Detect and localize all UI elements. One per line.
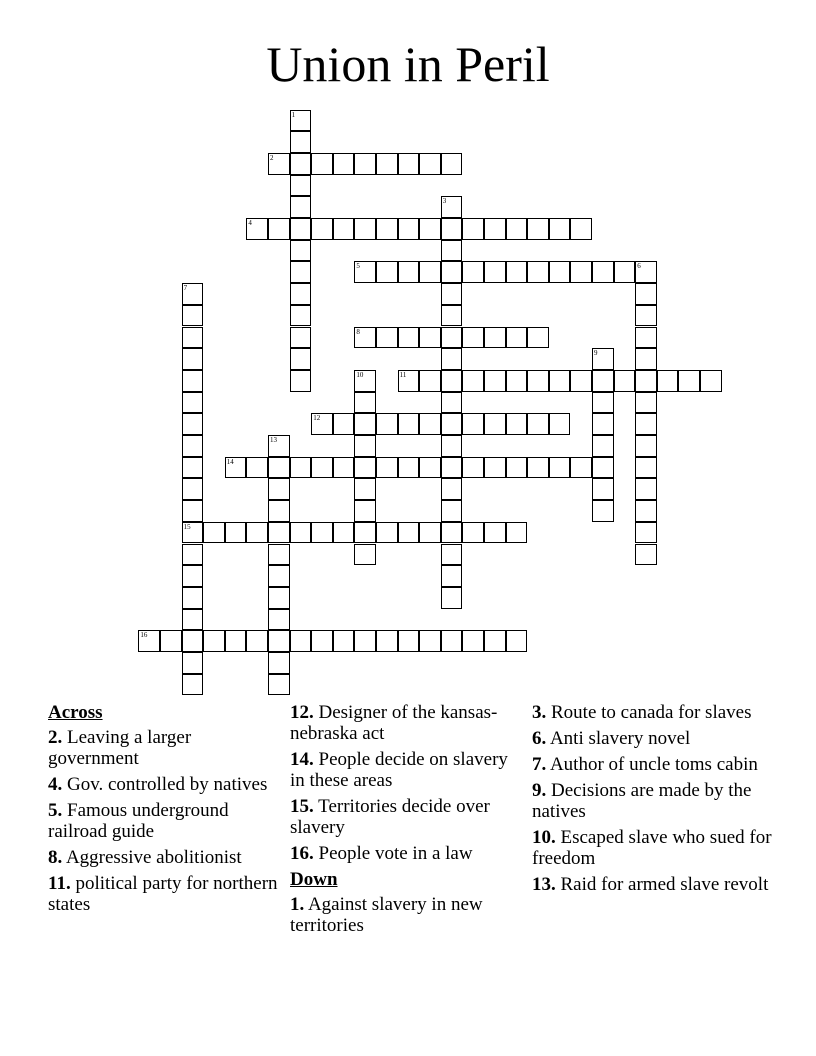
grid-cell[interactable] (290, 261, 312, 283)
clue-column-2 (290, 702, 520, 941)
grid-cell[interactable] (484, 630, 506, 652)
grid-cell[interactable] (354, 435, 376, 457)
grid-cell[interactable] (592, 500, 614, 522)
grid-cell[interactable] (268, 565, 290, 587)
cell-number: 2 (270, 153, 274, 162)
grid-cell[interactable] (182, 587, 204, 609)
grid-cell[interactable] (441, 522, 463, 544)
grid-cell[interactable] (570, 218, 592, 240)
grid-cell[interactable] (441, 565, 463, 587)
grid-cell[interactable] (268, 435, 290, 457)
grid-cell[interactable] (527, 413, 549, 435)
grid-cell[interactable] (246, 522, 268, 544)
grid-cell[interactable] (354, 478, 376, 500)
grid-cell[interactable] (225, 630, 247, 652)
grid-cell[interactable] (333, 457, 355, 479)
grid-cell[interactable] (678, 370, 700, 392)
grid-cell[interactable] (290, 370, 312, 392)
grid-cell[interactable] (182, 609, 204, 631)
grid-cell[interactable] (182, 370, 204, 392)
grid-cell[interactable] (506, 370, 528, 392)
grid-cell[interactable] (290, 153, 312, 175)
grid-cell[interactable] (268, 457, 290, 479)
grid-cell[interactable] (462, 457, 484, 479)
grid-cell[interactable] (311, 630, 333, 652)
grid-cell[interactable] (462, 370, 484, 392)
grid-cell[interactable] (506, 522, 528, 544)
clue-across-16: 16. People vote in a law (290, 843, 473, 864)
grid-cell[interactable] (592, 435, 614, 457)
grid-cell[interactable] (635, 392, 657, 414)
grid-cell[interactable] (376, 261, 398, 283)
grid-cell[interactable] (614, 261, 636, 283)
grid-cell[interactable] (419, 457, 441, 479)
grid-cell[interactable] (333, 522, 355, 544)
cell-number: 6 (637, 262, 641, 271)
grid-cell[interactable] (635, 370, 657, 392)
grid-cell[interactable] (484, 522, 506, 544)
grid-cell[interactable] (268, 522, 290, 544)
grid-cell[interactable] (441, 240, 463, 262)
grid-cell[interactable] (268, 674, 290, 696)
grid-cell[interactable] (203, 522, 225, 544)
grid-cell[interactable] (506, 218, 528, 240)
grid-cell[interactable] (635, 478, 657, 500)
grid-cell[interactable] (635, 500, 657, 522)
grid-cell[interactable] (441, 348, 463, 370)
clue-down-10: 10. Escaped slave who sued for freedom (532, 827, 772, 869)
grid-cell[interactable] (700, 370, 722, 392)
cell-number: 10 (356, 370, 364, 379)
grid-cell[interactable] (419, 153, 441, 175)
cell-number: 16 (140, 631, 148, 640)
grid-cell[interactable] (290, 327, 312, 349)
grid-cell[interactable] (398, 327, 420, 349)
grid-cell[interactable] (376, 153, 398, 175)
across-heading: Across (48, 702, 103, 723)
grid-cell[interactable] (268, 500, 290, 522)
grid-cell[interactable] (441, 392, 463, 414)
grid-cell[interactable] (462, 413, 484, 435)
grid-cell[interactable] (398, 218, 420, 240)
grid-cell[interactable] (484, 218, 506, 240)
clue-column-1 (48, 702, 278, 920)
grid-cell[interactable] (290, 283, 312, 305)
grid-cell[interactable] (441, 327, 463, 349)
grid-cell[interactable] (182, 457, 204, 479)
grid-cell[interactable] (419, 261, 441, 283)
grid-cell[interactable] (160, 630, 182, 652)
grid-cell[interactable] (635, 305, 657, 327)
cell-number: 14 (226, 457, 234, 466)
clue-down-1: 1. Against slavery in new territories (290, 894, 483, 936)
grid-cell[interactable] (182, 652, 204, 674)
clue-across-8: 8. Aggressive abolitionist (48, 847, 242, 868)
grid-cell[interactable] (290, 218, 312, 240)
grid-cell[interactable] (398, 153, 420, 175)
grid-cell[interactable] (614, 370, 636, 392)
grid-cell[interactable] (419, 413, 441, 435)
grid-cell[interactable] (549, 457, 571, 479)
grid-cell[interactable] (462, 218, 484, 240)
grid-cell[interactable] (268, 630, 290, 652)
grid-cell[interactable] (398, 630, 420, 652)
grid-cell[interactable] (592, 478, 614, 500)
grid-cell[interactable] (506, 630, 528, 652)
clue-across-12: 12. Designer of the kansas-nebraska act (290, 702, 498, 744)
grid-cell[interactable] (225, 522, 247, 544)
grid-cell[interactable] (182, 283, 204, 305)
grid-cell[interactable] (311, 457, 333, 479)
grid-cell[interactable] (182, 305, 204, 327)
grid-cell[interactable] (484, 370, 506, 392)
grid-cell[interactable] (549, 413, 571, 435)
grid-cell[interactable] (354, 261, 376, 283)
grid-cell[interactable] (527, 457, 549, 479)
grid-cell[interactable] (354, 544, 376, 566)
grid-cell[interactable] (635, 283, 657, 305)
grid-cell[interactable] (333, 153, 355, 175)
grid-cell[interactable] (570, 457, 592, 479)
grid-cell[interactable] (441, 457, 463, 479)
grid-cell[interactable] (182, 630, 204, 652)
grid-cell[interactable] (419, 630, 441, 652)
grid-cell[interactable] (462, 261, 484, 283)
grid-cell[interactable] (333, 413, 355, 435)
grid-cell[interactable] (592, 413, 614, 435)
grid-cell[interactable] (441, 370, 463, 392)
grid-cell[interactable] (290, 522, 312, 544)
grid-cell[interactable] (333, 218, 355, 240)
clue-down-13: 13. Raid for armed slave revolt (532, 874, 769, 895)
clue-column-3 (532, 702, 772, 900)
puzzle-title: Union in Peril (266, 36, 550, 92)
grid-cell[interactable] (182, 327, 204, 349)
clue-down-9: 9. Decisions are made by the natives (532, 780, 752, 822)
grid-cell[interactable] (268, 153, 290, 175)
grid-cell[interactable] (592, 392, 614, 414)
grid-cell[interactable] (290, 175, 312, 197)
grid-cell[interactable] (441, 435, 463, 457)
grid-cell[interactable] (527, 327, 549, 349)
grid-cell[interactable] (506, 327, 528, 349)
cell-number: 9 (594, 349, 598, 358)
cell-number: 11 (399, 370, 407, 379)
grid-cell[interactable] (182, 565, 204, 587)
grid-cell[interactable] (506, 457, 528, 479)
grid-cell[interactable] (246, 630, 268, 652)
grid-cell[interactable] (376, 522, 398, 544)
clue-down-3: 3. Route to canada for slaves (532, 702, 752, 723)
grid-cell[interactable] (182, 544, 204, 566)
grid-cell[interactable] (268, 609, 290, 631)
grid-cell[interactable] (225, 457, 247, 479)
down-heading: Down (290, 869, 338, 890)
grid-cell[interactable] (376, 457, 398, 479)
clue-across-11: 11. political party for northern states (48, 873, 278, 915)
grid-cell[interactable] (527, 261, 549, 283)
grid-cell[interactable] (354, 500, 376, 522)
grid-cell[interactable] (290, 131, 312, 153)
grid-cell[interactable] (419, 218, 441, 240)
grid-cell[interactable] (441, 153, 463, 175)
grid-cell[interactable] (138, 630, 160, 652)
grid-cell[interactable] (592, 370, 614, 392)
grid-cell[interactable] (333, 630, 355, 652)
grid-cell[interactable] (441, 544, 463, 566)
grid-cell[interactable] (506, 261, 528, 283)
clue-down-6: 6. Anti slavery novel (532, 728, 691, 749)
grid-cell[interactable] (549, 261, 571, 283)
grid-cell[interactable] (527, 218, 549, 240)
cell-number: 12 (313, 414, 321, 423)
grid-cell[interactable] (441, 500, 463, 522)
grid-cell[interactable] (203, 630, 225, 652)
grid-cell[interactable] (290, 630, 312, 652)
grid-cell[interactable] (484, 261, 506, 283)
grid-cell[interactable] (376, 218, 398, 240)
grid-cell[interactable] (354, 522, 376, 544)
grid-cell[interactable] (419, 327, 441, 349)
grid-cell[interactable] (441, 587, 463, 609)
grid-cell[interactable] (354, 457, 376, 479)
grid-cell[interactable] (462, 522, 484, 544)
grid-cell[interactable] (635, 435, 657, 457)
clue-across-4: 4. Gov. controlled by natives (48, 774, 268, 795)
grid-cell[interactable] (635, 522, 657, 544)
grid-cell[interactable] (268, 218, 290, 240)
grid-cell[interactable] (441, 261, 463, 283)
grid-cell[interactable] (398, 522, 420, 544)
grid-cell[interactable] (398, 370, 420, 392)
grid-cell[interactable] (290, 305, 312, 327)
grid-cell[interactable] (354, 218, 376, 240)
grid-cell[interactable] (311, 218, 333, 240)
grid-cell[interactable] (354, 630, 376, 652)
grid-cell[interactable] (549, 218, 571, 240)
cell-number: 4 (248, 219, 252, 227)
grid-cell[interactable] (290, 457, 312, 479)
clue-down-7: 7. Author of uncle toms cabin (532, 754, 758, 775)
grid-cell[interactable] (484, 327, 506, 349)
grid-cell[interactable] (290, 196, 312, 218)
grid-cell[interactable] (419, 370, 441, 392)
grid-cell[interactable] (592, 348, 614, 370)
grid-cell[interactable] (354, 392, 376, 414)
grid-cell[interactable] (354, 327, 376, 349)
grid-cell[interactable] (376, 413, 398, 435)
grid-cell[interactable] (182, 500, 204, 522)
clue-across-5: 5. Famous underground railroad guide (48, 800, 229, 842)
grid-cell[interactable] (290, 240, 312, 262)
grid-cell[interactable] (506, 413, 528, 435)
grid-cell[interactable] (484, 413, 506, 435)
clue-across-14: 14. People decide on slavery in these areas (290, 749, 508, 791)
grid-cell[interactable] (246, 457, 268, 479)
grid-cell[interactable] (441, 283, 463, 305)
grid-cell[interactable] (311, 153, 333, 175)
cell-number: 13 (270, 436, 277, 444)
grid-cell[interactable] (311, 522, 333, 544)
grid-cell[interactable] (311, 413, 333, 435)
grid-cell[interactable] (376, 630, 398, 652)
clue-across-2: 2. Leaving a larger government (48, 727, 192, 769)
grid-cell[interactable] (268, 587, 290, 609)
grid-cell[interactable] (441, 413, 463, 435)
grid-cell[interactable] (441, 305, 463, 327)
grid-cell[interactable] (484, 457, 506, 479)
grid-cell[interactable] (354, 413, 376, 435)
grid-cell[interactable] (462, 630, 484, 652)
grid-cell[interactable] (441, 478, 463, 500)
grid-cell[interactable] (398, 261, 420, 283)
grid-cell[interactable] (462, 327, 484, 349)
grid-cell[interactable] (246, 218, 268, 240)
grid-cell[interactable] (441, 218, 463, 240)
grid-cell[interactable] (182, 522, 204, 544)
grid-cell[interactable] (290, 110, 312, 132)
grid-cell[interactable] (527, 370, 549, 392)
grid-cell[interactable] (376, 327, 398, 349)
cell-number: 7 (183, 284, 188, 293)
grid-cell[interactable] (570, 370, 592, 392)
cell-number: 15 (183, 522, 191, 531)
cell-number: 1 (291, 110, 296, 119)
grid-cell[interactable] (657, 370, 679, 392)
cell-number: 3 (442, 197, 447, 206)
grid-cell[interactable] (635, 261, 657, 283)
grid-cell[interactable] (182, 348, 204, 370)
grid-cell[interactable] (290, 348, 312, 370)
grid-cell[interactable] (182, 674, 204, 696)
grid-cell[interactable] (182, 413, 204, 435)
grid-cell[interactable] (268, 652, 290, 674)
grid-cell[interactable] (354, 153, 376, 175)
grid-cell[interactable] (570, 261, 592, 283)
grid-cell[interactable] (182, 392, 204, 414)
grid-cell[interactable] (635, 413, 657, 435)
grid-cell[interactable] (635, 544, 657, 566)
grid-cell[interactable] (592, 457, 614, 479)
grid-cell[interactable] (419, 522, 441, 544)
grid-cell[interactable] (354, 370, 376, 392)
grid-cell[interactable] (635, 457, 657, 479)
grid-cell[interactable] (592, 261, 614, 283)
grid-cell[interactable] (398, 457, 420, 479)
grid-cell[interactable] (635, 348, 657, 370)
grid-cell[interactable] (268, 544, 290, 566)
grid-cell[interactable] (441, 196, 463, 218)
grid-cell[interactable] (635, 327, 657, 349)
cell-number: 8 (356, 327, 360, 336)
grid-cell[interactable] (549, 370, 571, 392)
clue-across-15: 15. Territories decide over slavery (290, 796, 490, 838)
grid-cell[interactable] (182, 435, 204, 457)
grid-cell[interactable] (268, 478, 290, 500)
grid-cell[interactable] (441, 630, 463, 652)
grid-cell[interactable] (182, 478, 204, 500)
grid-cell[interactable] (398, 413, 420, 435)
cell-number: 5 (356, 262, 360, 271)
